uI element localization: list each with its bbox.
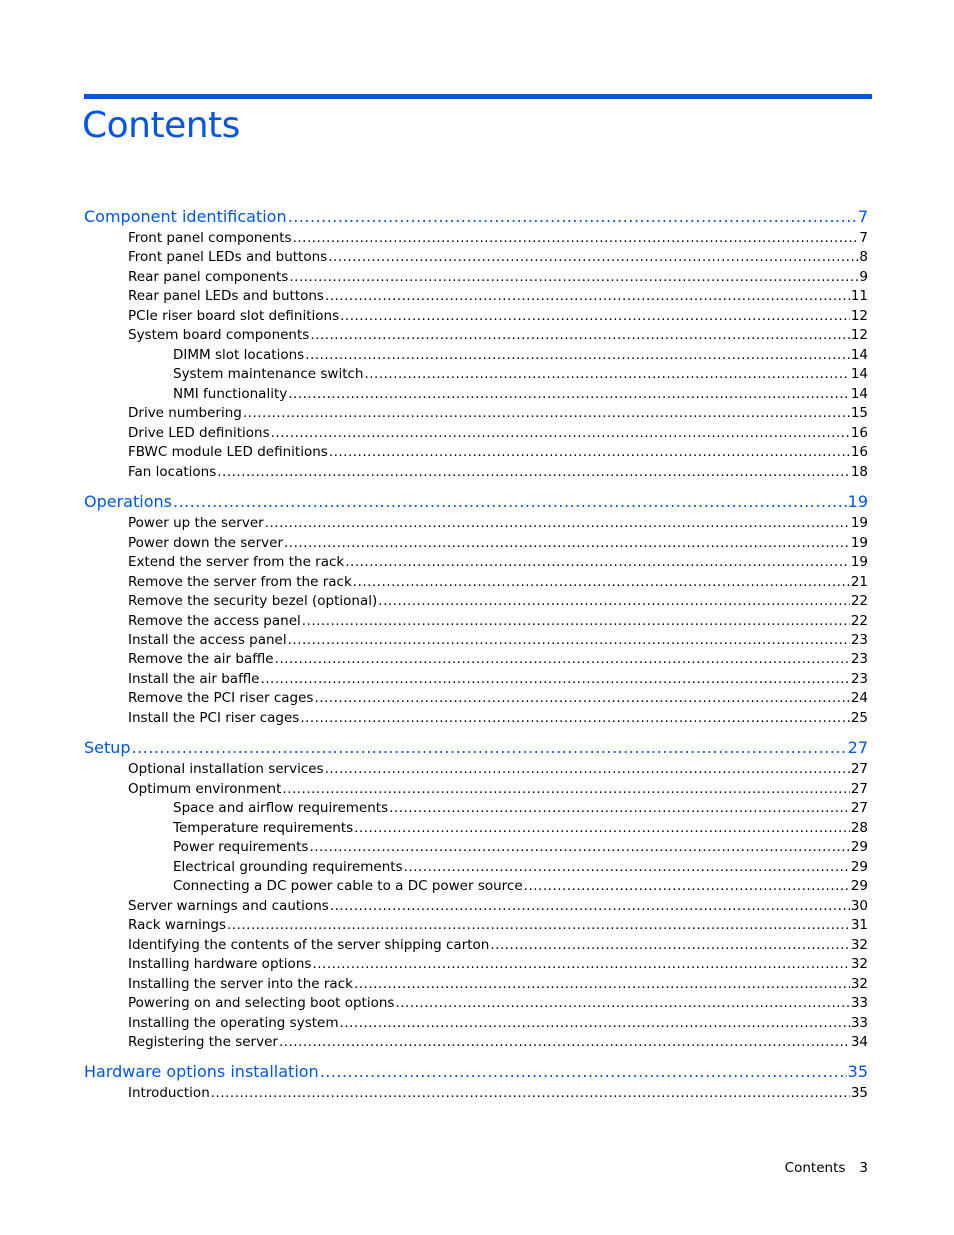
toc-entry-page-number: 14 (850, 386, 868, 402)
toc-dot-leader (325, 287, 850, 305)
toc-dot-leader (243, 404, 850, 422)
toc-entry-page-number: 16 (850, 444, 868, 460)
toc-section-entry[interactable] (128, 326, 868, 344)
toc-section-entry[interactable] (128, 424, 868, 442)
toc-entry-label: Extend the server from the rack (128, 554, 345, 570)
toc-entry-page-number: 27 (850, 761, 868, 777)
toc-entry-label: Front panel components (128, 230, 292, 246)
toc-entry-page-number: 19 (850, 554, 868, 570)
toc-entry-label: Setup (84, 738, 131, 757)
toc-entry-label: Connecting a DC power cable to a DC power source (173, 878, 523, 894)
toc-section-entry[interactable] (128, 248, 868, 266)
toc-entry-label: Server warnings and cautions (128, 898, 329, 914)
toc-entry-page-number: 15 (850, 405, 868, 421)
toc-section-entry[interactable] (128, 670, 868, 688)
toc-entry-label: Power requirements (173, 839, 309, 855)
toc-entry-page-number: 21 (850, 574, 868, 590)
toc-dot-leader (353, 573, 850, 591)
toc-entry-page-number: 19 (850, 515, 868, 531)
toc-section-entry[interactable] (128, 514, 868, 532)
toc-entry-label: PCIe riser board slot definitions (128, 308, 340, 324)
toc-entry-page-number: 29 (850, 878, 868, 894)
toc-entry-page-number: 29 (850, 859, 868, 875)
toc-entry-page-number: 14 (850, 347, 868, 363)
toc-dot-leader (339, 1014, 849, 1032)
toc-section-entry[interactable] (128, 631, 868, 649)
toc-section-entry[interactable] (128, 268, 868, 286)
toc-entry-label: Hardware options installation (84, 1062, 319, 1081)
toc-dot-leader (173, 492, 847, 512)
toc-dot-leader (329, 443, 850, 461)
toc-entry-page-number: 23 (850, 671, 868, 687)
toc-dot-leader (404, 858, 850, 876)
toc-section-entry[interactable] (128, 463, 868, 481)
toc-dot-leader (340, 307, 850, 325)
toc-dot-leader (302, 612, 850, 630)
toc-entry-page-number: 22 (850, 593, 868, 609)
toc-dot-leader (364, 365, 849, 383)
toc-section-entry[interactable] (128, 780, 868, 798)
toc-dot-leader (282, 780, 849, 798)
toc-entry-label: Introduction (128, 1085, 210, 1101)
toc-entry-label: Identifying the contents of the server shipping carton (128, 937, 490, 953)
toc-dot-leader (354, 819, 850, 837)
toc-subsection-entry[interactable] (173, 819, 868, 837)
toc-dot-leader (490, 936, 849, 954)
toc-dot-leader (293, 229, 859, 247)
toc-section-entry[interactable] (128, 612, 868, 630)
toc-entry-page-number: 33 (850, 995, 868, 1011)
toc-dot-leader (325, 760, 850, 778)
toc-entry-page-number: 23 (850, 632, 868, 648)
toc-entry-label: System maintenance switch (173, 366, 364, 382)
toc-entry-label: FBWC module LED definitions (128, 444, 328, 460)
toc-entry-page-number: 32 (850, 956, 868, 972)
toc-entry-label: Registering the server (128, 1034, 278, 1050)
toc-entry-label: Install the access panel (128, 632, 287, 648)
toc-dot-leader (330, 897, 850, 915)
toc-entry-label: NMI functionality (173, 386, 288, 402)
toc-entry-page-number: 32 (850, 976, 868, 992)
toc-subsection-entry[interactable] (173, 385, 868, 403)
toc-entry-page-number: 32 (850, 937, 868, 953)
toc-entry-label: Remove the PCI riser cages (128, 690, 314, 706)
toc-entry-label: Remove the security bezel (optional) (128, 593, 378, 609)
toc-section-entry[interactable] (128, 689, 868, 707)
toc-entry-page-number: 18 (850, 464, 868, 480)
toc-entry-label: Power down the server (128, 535, 284, 551)
toc-dot-leader (288, 385, 850, 403)
toc-section-entry[interactable] (128, 1033, 868, 1051)
toc-dot-leader (289, 268, 858, 286)
toc-entry-page-number: 8 (859, 249, 868, 265)
toc-section-entry[interactable] (128, 709, 868, 727)
toc-section-entry[interactable] (128, 650, 868, 668)
toc-entry-page-number: 7 (859, 230, 868, 246)
toc-entry-label: Front panel LEDs and buttons (128, 249, 328, 265)
toc-dot-leader (211, 1084, 850, 1102)
toc-entry-label: Remove the access panel (128, 613, 301, 629)
toc-dot-leader (284, 534, 850, 552)
toc-dot-leader (312, 955, 849, 973)
toc-subsection-entry[interactable] (173, 838, 868, 856)
toc-dot-leader (320, 1062, 847, 1082)
toc-entry-page-number: 14 (850, 366, 868, 382)
toc-section-entry[interactable] (128, 404, 868, 422)
toc-dot-leader (524, 877, 850, 895)
toc-chapter-entry[interactable] (84, 207, 868, 227)
toc-entry-page-number: 12 (850, 327, 868, 343)
toc-entry-label: Drive LED definitions (128, 425, 270, 441)
toc-entry-label: Rack warnings (128, 917, 226, 933)
toc-section-entry[interactable] (128, 975, 868, 993)
toc-dot-leader (300, 709, 850, 727)
toc-dot-leader (279, 1033, 850, 1051)
toc-entry-label: Drive numbering (128, 405, 242, 421)
toc-chapter-entry[interactable] (84, 738, 868, 758)
toc-entry-page-number: 35 (847, 1062, 868, 1081)
toc-section-entry[interactable] (128, 936, 868, 954)
toc-subsection-entry[interactable] (173, 858, 868, 876)
toc-entry-label: Power up the server (128, 515, 264, 531)
toc-dot-leader (389, 799, 850, 817)
footer-section-label: Contents (784, 1160, 846, 1176)
toc-entry-label: Space and airflow requirements (173, 800, 389, 816)
toc-entry-page-number: 11 (850, 288, 868, 304)
toc-section-entry[interactable] (128, 443, 868, 461)
toc-entry-label: Install the PCI riser cages (128, 710, 300, 726)
toc-entry-page-number: 16 (850, 425, 868, 441)
toc-dot-leader (354, 975, 850, 993)
toc-entry-label: Install the air baffle (128, 671, 260, 687)
toc-section-entry[interactable] (128, 955, 868, 973)
toc-entry-label: Remove the server from the rack (128, 574, 352, 590)
toc-dot-leader (314, 689, 849, 707)
toc-dot-leader (305, 346, 850, 364)
toc-section-entry[interactable] (128, 897, 868, 915)
toc-entry-label: Installing hardware options (128, 956, 312, 972)
toc-entry-label: Fan locations (128, 464, 217, 480)
toc-dot-leader (271, 424, 850, 442)
toc-entry-page-number: 35 (850, 1085, 868, 1101)
toc-chapter-entry[interactable] (84, 1062, 868, 1082)
toc-entry-page-number: 29 (850, 839, 868, 855)
toc-dot-leader (275, 650, 850, 668)
toc-section-entry[interactable] (128, 1014, 868, 1032)
toc-dot-leader (345, 553, 850, 571)
toc-dot-leader (260, 670, 849, 688)
toc-entry-page-number: 28 (850, 820, 868, 836)
toc-entry-page-number: 24 (850, 690, 868, 706)
toc-entry-label: System board components (128, 327, 310, 343)
toc-dot-leader (265, 514, 850, 532)
toc-entry-page-number: 27 (850, 800, 868, 816)
toc-entry-page-number: 9 (859, 269, 868, 285)
footer-page-number: 3 (859, 1160, 868, 1176)
title-rule (84, 94, 872, 99)
toc-dot-leader (328, 248, 858, 266)
toc-entry-page-number: 22 (850, 613, 868, 629)
toc-entry-label: Installing the server into the rack (128, 976, 353, 992)
toc-entry-label: Optional installation services (128, 761, 324, 777)
toc-entry-label: Component identification (84, 207, 287, 226)
toc-entry-label: Electrical grounding requirements (173, 859, 403, 875)
toc-subsection-entry[interactable] (173, 346, 868, 364)
toc-entry-page-number: 7 (857, 207, 868, 226)
toc-entry-label: Temperature requirements (173, 820, 354, 836)
toc-subsection-entry[interactable] (173, 799, 868, 817)
toc-section-entry[interactable] (128, 229, 868, 247)
toc-entry-page-number: 34 (850, 1034, 868, 1050)
toc-dot-leader (378, 592, 850, 610)
page-title: Contents (82, 105, 240, 146)
toc-entry-label: Installing the operating system (128, 1015, 339, 1031)
toc-entry-page-number: 27 (850, 781, 868, 797)
toc-entry-label: DIMM slot locations (173, 347, 305, 363)
toc-dot-leader (395, 994, 849, 1012)
toc-entry-page-number: 31 (850, 917, 868, 933)
toc-subsection-entry[interactable] (173, 365, 868, 383)
toc-dot-leader (227, 916, 850, 934)
toc-entry-page-number: 19 (847, 492, 868, 511)
toc-section-entry[interactable] (128, 573, 868, 591)
toc-entry-label: Remove the air baffle (128, 651, 274, 667)
toc-section-entry[interactable] (128, 994, 868, 1012)
toc-entry-page-number: 27 (847, 738, 868, 757)
toc-section-entry[interactable] (128, 916, 868, 934)
toc-entry-page-number: 23 (850, 651, 868, 667)
toc-section-entry[interactable] (128, 592, 868, 610)
toc-dot-leader (288, 631, 850, 649)
toc-entry-label: Rear panel components (128, 269, 289, 285)
toc-entry-label: Optimum environment (128, 781, 282, 797)
toc-chapter-entry[interactable] (84, 492, 868, 512)
toc-section-entry[interactable] (128, 534, 868, 552)
toc-entry-page-number: 30 (850, 898, 868, 914)
toc-entry-label: Operations (84, 492, 172, 511)
page-footer (785, 1159, 868, 1177)
toc-entry-page-number: 33 (850, 1015, 868, 1031)
toc-section-entry[interactable] (128, 307, 868, 325)
toc-entry-page-number: 25 (850, 710, 868, 726)
toc-subsection-entry[interactable] (173, 877, 868, 895)
toc-dot-leader (288, 207, 857, 227)
toc-entry-label: Powering on and selecting boot options (128, 995, 395, 1011)
toc-entry-page-number: 19 (850, 535, 868, 551)
toc-entry-label: Rear panel LEDs and buttons (128, 288, 324, 304)
toc-entry-page-number: 12 (850, 308, 868, 324)
toc-section-entry[interactable] (128, 1084, 868, 1102)
toc-section-entry[interactable] (128, 553, 868, 571)
toc-dot-leader (310, 326, 849, 344)
toc-dot-leader (132, 738, 847, 758)
toc-section-entry[interactable] (128, 287, 868, 305)
toc-dot-leader (309, 838, 849, 856)
toc-dot-leader (217, 463, 850, 481)
toc-section-entry[interactable] (128, 760, 868, 778)
